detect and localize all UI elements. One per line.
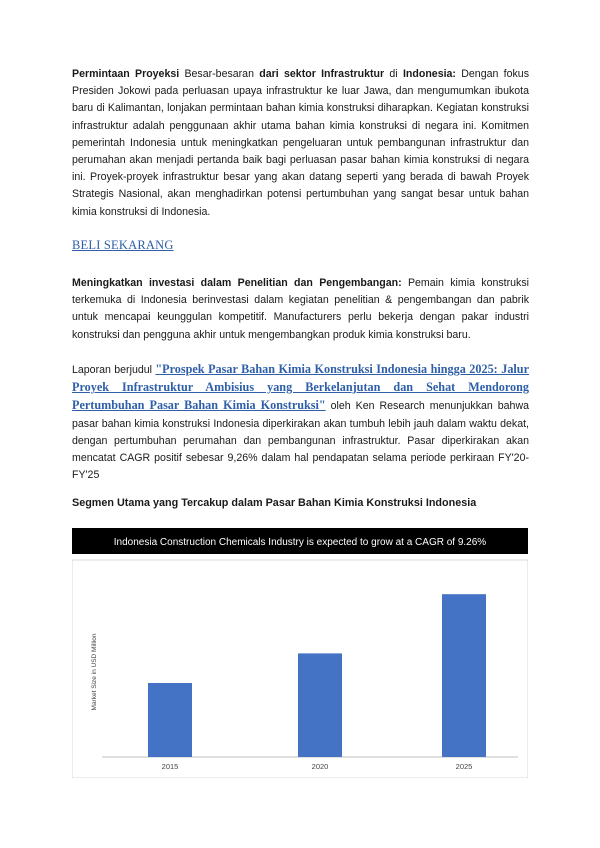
- text-run: Besar-besaran: [179, 68, 260, 80]
- report-title-link[interactable]: "Prospek Pasar Bahan Kimia Konstruksi Indonesia hingga 2025: Jalur Proyek Infrastruktur Ambisius yang Berkelanjutan dan Sehat Mendorong Pertumbuhan Pasar Bahan Kimia Konstruksi": [72, 362, 529, 413]
- bar-2020: [298, 653, 342, 757]
- y-axis-label: Market Size in USD Million: [91, 633, 98, 711]
- bold-phrase: Indonesia:: [402, 68, 456, 80]
- bar-2025: [442, 594, 486, 757]
- text-run: Laporan berjudul: [72, 364, 156, 376]
- x-tick-label: 2025: [455, 762, 473, 771]
- text-run: Pemain kimia konstruksi terkemuka di Indonesia berinvestasi dalam kegiatan penelitian & pengembangan dan pabrik untuk mencapai keunggulan kompetitif. Manufacturers perlu bekerja dengan pakar industri konstruksi dan pengguna akhir untuk mengembangkan produk kimia konstruksi baru.: [72, 277, 529, 341]
- paragraph-infrastructure-demand: [72, 66, 529, 221]
- paragraph-rnd-investment: [72, 275, 529, 344]
- text-run: oleh Ken Research menunjukkan bahwa pasar bahan kimia konstruksi Indonesia diperkirakan akan tumbuh lebih jauh dalam waktu dekat, dengan pertumbuhan perumahan dan pembangunan infrastruktur. Pasar diperkirakan akan mencatat CAGR positif sebesar 9,26% dalam hal pendapatan selama periode perkiraan FY'20-FY'25: [72, 400, 529, 482]
- bold-phrase: dari sektor Infrastruktur: [259, 68, 385, 80]
- text-run: di: [384, 68, 403, 80]
- buy-now-link[interactable]: BELI SEKARANG: [72, 238, 174, 252]
- chart-title: Indonesia Construction Chemicals Industry is expected to grow at a CAGR of 9.26%: [113, 537, 487, 548]
- x-tick-label: 2020: [311, 762, 329, 771]
- paragraph-report-summary: [72, 361, 529, 484]
- bold-phrase: Meningkatkan investasi dalam Penelitian dan Pengembangan:: [72, 277, 402, 289]
- x-tick-label: 2015: [161, 762, 179, 771]
- bar-2015: [148, 683, 192, 757]
- bold-phrase: Permintaan Proyeksi: [72, 68, 180, 80]
- market-size-bar-chart: [72, 528, 528, 778]
- text-run: Dengan fokus Presiden Jokowi pada perluasan upaya infrastruktur ke luar Jawa, dan mengumumkan ibukota baru di Kalimantan, lonjakan permintaan bahan kimia konstruksi diharapkan. Kegiatan konstruksi infrastruktur adalah penggunaan akhir utama bahan kimia konstruksi di negara ini. Komitmen pemerintah Indonesia untuk meningkatkan pengeluaran untuk pembangunan infrastruktur dan perumahan akan menjadi pertanda baik bagi perluasan pasar bahan kimia konstruksi di negara ini. Proyek-proyek infrastruktur besar yang akan datang seperti yang berada di bawah Proyek Strategis Nasional, akan menghadirkan potensi pertumbuhan yang sangat besar untuk bahan kimia konstruksi di Indonesia.: [72, 68, 529, 218]
- section-heading: Segmen Utama yang Tercakup dalam Pasar Bahan Kimia Konstruksi Indonesia: [72, 497, 477, 509]
